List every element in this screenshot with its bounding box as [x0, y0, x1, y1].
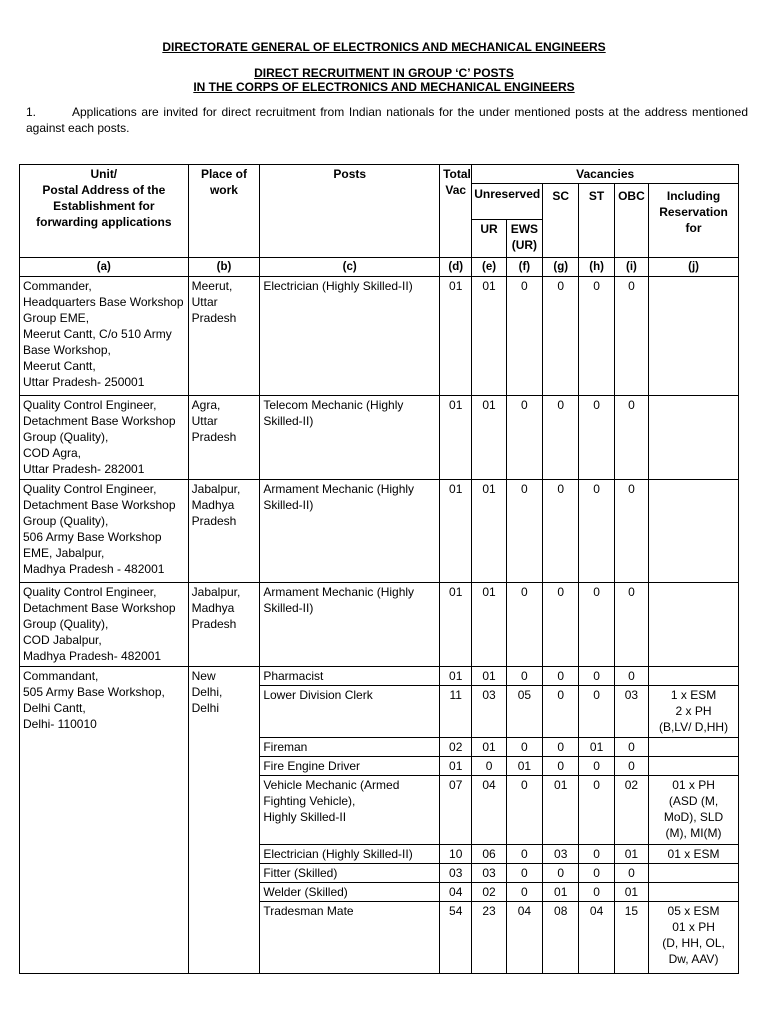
ews-vac: 0	[506, 845, 542, 864]
sc-vac: 0	[543, 396, 579, 480]
unit-address: Quality Control Engineer, Detachment Base Workshop Group (Quality), 506 Army Base Workshop EME, Jabalpur, Madhya Pradesh - 482001	[20, 480, 189, 583]
ews-vac: 0	[506, 583, 542, 667]
col-header-sc: SC	[543, 184, 579, 258]
sc-vac: 01	[543, 776, 579, 845]
place-of-work: Agra, Uttar Pradesh	[188, 396, 260, 480]
col-header-posts: Posts	[260, 165, 440, 258]
ews-vac: 0	[506, 776, 542, 845]
post-name: Lower Division Clerk	[260, 686, 440, 738]
col-header-vacancies: Vacancies	[472, 165, 739, 184]
table-row	[20, 396, 739, 480]
sc-vac: 08	[543, 902, 579, 974]
header-row-1	[20, 165, 739, 184]
including-reservation	[649, 480, 739, 583]
including-reservation: 01 x ESM	[649, 845, 739, 864]
st-vac: 0	[579, 480, 614, 583]
unit-address: Quality Control Engineer, Detachment Base Workshop Group (Quality), COD Agra, Uttar Pradesh- 282001	[20, 396, 189, 480]
st-vac: 0	[579, 757, 614, 776]
st-vac: 0	[579, 583, 614, 667]
col-header-unreserved: Unreserved	[472, 184, 543, 220]
column-letters-row	[20, 258, 739, 277]
obc-vac: 0	[614, 277, 648, 396]
obc-vac: 0	[614, 396, 648, 480]
col-header-ur: UR	[472, 220, 506, 258]
including-reservation	[649, 757, 739, 776]
obc-vac: 0	[614, 480, 648, 583]
obc-vac: 01	[614, 845, 648, 864]
sc-vac: 0	[543, 738, 579, 757]
ur-vac: 03	[472, 864, 506, 883]
including-reservation	[649, 883, 739, 902]
post-name: Tradesman Mate	[260, 902, 440, 974]
ur-vac: 03	[472, 686, 506, 738]
place-of-work: Meerut, Uttar Pradesh	[188, 277, 260, 396]
st-vac: 0	[579, 686, 614, 738]
including-reservation: 05 x ESM 01 x PH (D, HH, OL, Dw, AAV)	[649, 902, 739, 974]
st-vac: 0	[579, 776, 614, 845]
col-header-st: ST	[579, 184, 614, 258]
total-vac: 02	[440, 738, 472, 757]
unit-address: Commander, Headquarters Base Workshop Group EME, Meerut Cantt, C/o 510 Army Base Workshop, Meerut Cantt, Uttar Pradesh- 250001	[20, 277, 189, 396]
sc-vac: 0	[543, 667, 579, 686]
sc-vac: 03	[543, 845, 579, 864]
table-row	[20, 583, 739, 667]
obc-vac: 02	[614, 776, 648, 845]
post-name: Armament Mechanic (Highly Skilled-II)	[260, 480, 440, 583]
ur-vac: 01	[472, 396, 506, 480]
obc-vac: 0	[614, 738, 648, 757]
ur-vac: 02	[472, 883, 506, 902]
ur-vac: 01	[472, 667, 506, 686]
letter-c: (c)	[260, 258, 440, 277]
unit-address: Commandant, 505 Army Base Workshop, Delhi Cantt, Delhi- 110010	[20, 667, 189, 974]
unit-address: Quality Control Engineer, Detachment Base Workshop Group (Quality), COD Jabalpur, Madhya Pradesh- 482001	[20, 583, 189, 667]
st-vac: 0	[579, 864, 614, 883]
including-reservation: 01 x PH (ASD (M, MoD), SLD (M), MI(M)	[649, 776, 739, 845]
col-header-place: Place of work	[188, 165, 260, 258]
place-of-work: Jabalpur, Madhya Pradesh	[188, 480, 260, 583]
including-reservation	[649, 396, 739, 480]
post-name: Vehicle Mechanic (Armed Fighting Vehicle), Highly Skilled-II	[260, 776, 440, 845]
post-name: Armament Mechanic (Highly Skilled-II)	[260, 583, 440, 667]
obc-vac: 0	[614, 667, 648, 686]
post-name: Fitter (Skilled)	[260, 864, 440, 883]
letter-a: (a)	[20, 258, 189, 277]
post-name: Telecom Mechanic (Highly Skilled-II)	[260, 396, 440, 480]
intro-number: 1.	[26, 105, 37, 119]
col-header-ews: EWS (UR)	[506, 220, 542, 258]
header-recruitment: DIRECT RECRUITMENT IN GROUP ‘C’ POSTS	[254, 66, 514, 80]
letter-g: (g)	[543, 258, 579, 277]
st-vac: 0	[579, 667, 614, 686]
ur-vac: 23	[472, 902, 506, 974]
total-vac: 07	[440, 776, 472, 845]
intro-paragraph	[26, 104, 748, 136]
including-reservation	[649, 583, 739, 667]
letter-f: (f)	[506, 258, 542, 277]
sc-vac: 0	[543, 277, 579, 396]
ews-vac: 0	[506, 667, 542, 686]
st-vac: 0	[579, 883, 614, 902]
total-vac: 54	[440, 902, 472, 974]
including-reservation	[649, 738, 739, 757]
ews-vac: 0	[506, 396, 542, 480]
intro-text: Applications are invited for direct recruitment from Indian nationals for the under mentioned posts at the address mentioned against each posts.	[26, 105, 748, 135]
ews-vac: 04	[506, 902, 542, 974]
ews-vac: 05	[506, 686, 542, 738]
place-of-work: Jabalpur, Madhya Pradesh	[188, 583, 260, 667]
total-vac: 10	[440, 845, 472, 864]
table-row	[20, 667, 739, 686]
ews-vac: 0	[506, 864, 542, 883]
obc-vac: 01	[614, 883, 648, 902]
post-name: Welder (Skilled)	[260, 883, 440, 902]
letter-h: (h)	[579, 258, 614, 277]
total-vac: 03	[440, 864, 472, 883]
table-row	[20, 480, 739, 583]
st-vac: 04	[579, 902, 614, 974]
ews-vac: 01	[506, 757, 542, 776]
total-vac: 01	[440, 583, 472, 667]
letter-i: (i)	[614, 258, 648, 277]
post-name: Fire Engine Driver	[260, 757, 440, 776]
ur-vac: 04	[472, 776, 506, 845]
col-header-including: Including Reservation for	[649, 184, 739, 258]
total-vac: 11	[440, 686, 472, 738]
obc-vac: 0	[614, 583, 648, 667]
st-vac: 0	[579, 277, 614, 396]
total-vac: 01	[440, 277, 472, 396]
sc-vac: 0	[543, 757, 579, 776]
letter-j: (j)	[649, 258, 739, 277]
header-directorate: DIRECTORATE GENERAL OF ELECTRONICS AND MECHANICAL ENGINEERS	[162, 40, 606, 54]
including-reservation	[649, 277, 739, 396]
obc-vac: 03	[614, 686, 648, 738]
ews-vac: 0	[506, 883, 542, 902]
header-corps: IN THE CORPS OF ELECTRONICS AND MECHANICAL ENGINEERS	[193, 80, 575, 94]
st-vac: 0	[579, 396, 614, 480]
vacancy-table	[19, 164, 739, 974]
including-reservation: 1 x ESM 2 x PH (B,LV/ D,HH)	[649, 686, 739, 738]
post-name: Electrician (Highly Skilled-II)	[260, 845, 440, 864]
sc-vac: 0	[543, 864, 579, 883]
total-vac: 01	[440, 667, 472, 686]
ews-vac: 0	[506, 277, 542, 396]
place-of-work: New Delhi, Delhi	[188, 667, 260, 974]
obc-vac: 0	[614, 757, 648, 776]
ews-vac: 0	[506, 480, 542, 583]
ur-vac: 01	[472, 738, 506, 757]
sc-vac: 0	[543, 583, 579, 667]
st-vac: 0	[579, 845, 614, 864]
letter-b: (b)	[188, 258, 260, 277]
ur-vac: 01	[472, 583, 506, 667]
col-header-total: Total Vac	[440, 165, 472, 258]
col-header-unit: Unit/ Postal Address of the Establishment for forwarding applications	[20, 165, 189, 258]
letter-e: (e)	[472, 258, 506, 277]
sc-vac: 01	[543, 883, 579, 902]
obc-vac: 0	[614, 864, 648, 883]
col-header-obc: OBC	[614, 184, 648, 258]
post-name: Fireman	[260, 738, 440, 757]
total-vac: 01	[440, 396, 472, 480]
ur-vac: 06	[472, 845, 506, 864]
letter-d: (d)	[440, 258, 472, 277]
ur-vac: 01	[472, 277, 506, 396]
st-vac: 01	[579, 738, 614, 757]
obc-vac: 15	[614, 902, 648, 974]
total-vac: 01	[440, 757, 472, 776]
total-vac: 04	[440, 883, 472, 902]
sc-vac: 0	[543, 686, 579, 738]
table-row	[20, 277, 739, 396]
ur-vac: 0	[472, 757, 506, 776]
ews-vac: 0	[506, 738, 542, 757]
ur-vac: 01	[472, 480, 506, 583]
total-vac: 01	[440, 480, 472, 583]
sc-vac: 0	[543, 480, 579, 583]
including-reservation	[649, 667, 739, 686]
including-reservation	[649, 864, 739, 883]
post-name: Pharmacist	[260, 667, 440, 686]
post-name: Electrician (Highly Skilled-II)	[260, 277, 440, 396]
